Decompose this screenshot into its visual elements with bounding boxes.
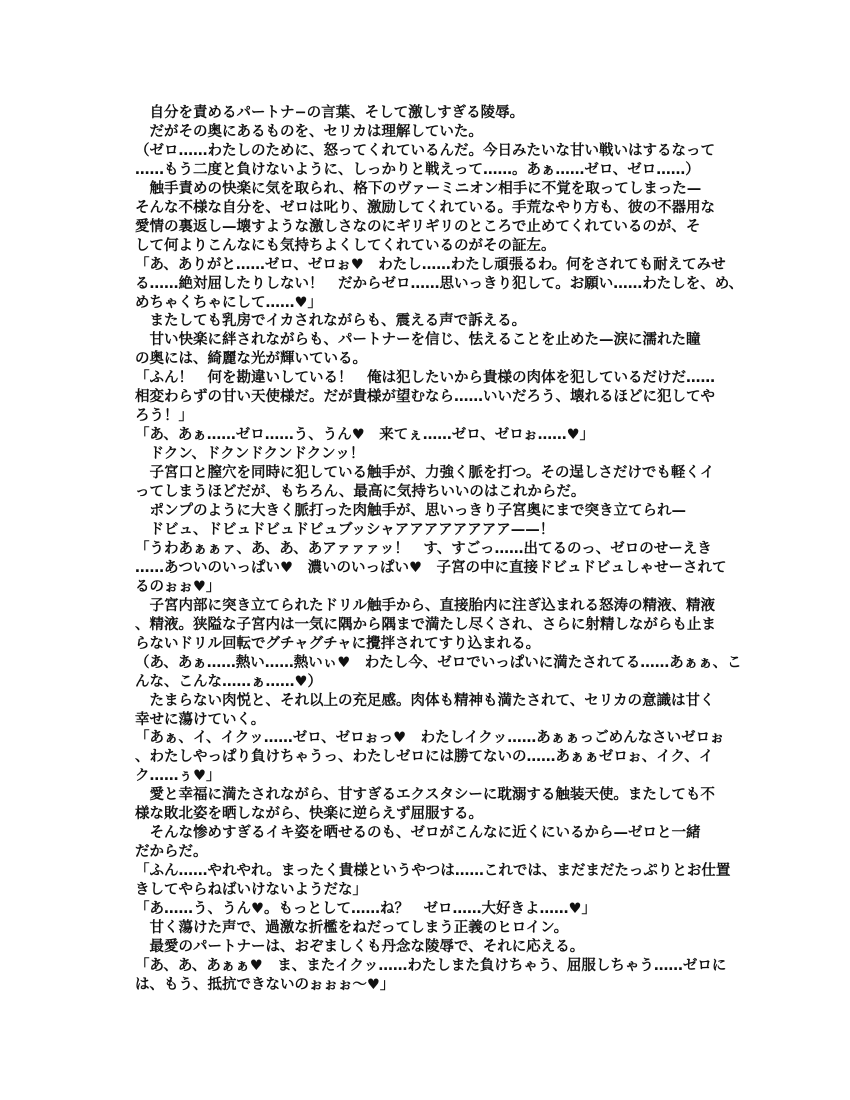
- text-line: 幸せに蕩けていく。: [135, 711, 266, 728]
- text-line: るのぉぉ♥」: [135, 578, 221, 595]
- text-line: 、精液。狭隘な子宮内は一気に隅から隅まで満たし尽くされ、さらに射精しながらも止ま: [135, 616, 716, 633]
- text-line: （あ、あぁ……熱い……熱いぃ♥ わたし今、ゼロでいっぱいに満たされてる……あぁぁ、こ: [135, 654, 742, 671]
- text-line: 甘く蕩けた声で、過激な折檻をねだってしまう正義のヒロイン。: [135, 919, 569, 936]
- text-line: 愛と幸福に満たされながら、甘すぎるエクスタシーに耽溺する触装天使。またしても不: [135, 787, 715, 804]
- text-line: ク……ぅ♥」: [135, 768, 221, 785]
- text-line: 「ふん……やれやれ。まったく貴様というやつは……これでは、まだまだたっぷりとお仕置: [135, 863, 731, 880]
- text-line: だからだ。: [135, 844, 208, 861]
- text-line: 子宮内部に突き立てられたドリル触手から、直接胎内に注ぎ込まれる怒涛の精液、精液: [135, 597, 715, 614]
- text-line: の奥には、綺麗な光が輝いている。: [135, 351, 367, 368]
- text-line: 自分を責めるパートナ−の言葉、そして激しすぎる陵辱。: [135, 105, 525, 121]
- text-line: 最愛のパートナーは、おぞましくも丹念な陵辱で、それに応える。: [135, 938, 585, 955]
- text-line: る……絶対屈したりしない！ だからゼロ……思いっきり犯して。お願い……わたしを、め、: [135, 275, 744, 292]
- text-line: 「あ、あぁ……ゼロ……う、うん♥ 来てぇ……ゼロ、ゼロぉ……♥」: [135, 427, 595, 444]
- text-line: ……もう二度と負けないように、しっかりと戦えって……。あぁ……ゼロ、ゼロ……）: [135, 161, 700, 178]
- text-line: して何よりこんなにも気持ちよくしてくれているのがその証左。: [135, 237, 556, 254]
- text-line: は、もう、抵抗できないのぉぉぉ〜♥」: [135, 976, 395, 993]
- text-line: らないドリル回転でグチャグチャに攪拌されてすり込まれる。: [135, 635, 541, 652]
- text-line: だがその奥にあるものを、セリカは理解していた。: [135, 123, 483, 140]
- text-line: ポンプのように大きく脈打った肉触手が、思いっきり子宮奥にまで突き立てられ—: [135, 503, 686, 520]
- text-line: そんな惨めすぎるイキ姿を晒せるのも、ゼロがこんなに近くにいるから—ゼロと一緒: [135, 825, 701, 842]
- text-line: 「あぁ、イ、イクッ……ゼロ、ゼロぉっ♥ わたしイクッ……あぁぁっごめんなさいゼロぉ: [135, 730, 725, 747]
- text-line: めちゃくちゃにして……♥」: [135, 294, 322, 311]
- text-line: 子宮口と膣穴を同時に犯している触手が、力強く脈を打つ。その逞しさだけでも軽くイ: [135, 465, 715, 482]
- text-line: ってしまうほどだが、もちろん、最高に気持ちいいのはこれからだ。: [135, 484, 586, 501]
- text-line: ろう！」: [135, 408, 193, 425]
- text-line: ドビュ、ドビュドビュドビュブッシャアアアアアアアア——！: [135, 521, 555, 538]
- text-line: 甘い快楽に絆されながらも、パートナーを信じ、怯えることを止めた—涙に濡れた瞳: [135, 332, 701, 349]
- text-line: たまらない肉悦と、それ以上の充足感。肉体も精神も満たされて、セリカの意識は甘く: [135, 692, 715, 709]
- text-line: またしても乳房でイカされながらも、震える声で訴える。: [135, 313, 527, 330]
- text-line: 触手責めの快楽に気を取られ、格下のヴァーミニオン相手に不覚を取ってしまった—: [135, 180, 702, 197]
- text-line: 様な敗北姿を晒しながら、快楽に逆らえず屈服する。: [135, 806, 483, 823]
- text-line: きしてやらねばいけないようだな」: [135, 882, 367, 899]
- text-line: 「あ……う、うん♥。もっとして……ね？ ゼロ……大好きよ……♥」: [135, 901, 596, 918]
- text-line: 「あ、あ、あぁぁ♥ ま、またイクッ……わたしまた負けちゃう、屈服しちゃう……ゼロに: [135, 957, 727, 974]
- text-line: んな、こんな……ぁ……♥）: [135, 673, 322, 690]
- text-line: そんな不様な自分を、ゼロは叱り、激励してくれている。手荒なやり方も、彼の不器用な: [135, 199, 715, 216]
- text-line: ……あついのいっぱい♥ 濃いのいっぱい♥ 子宮の中に直接ドビュドビュしゃせーされて: [135, 559, 727, 576]
- text-line: 「ふん！ 何を勘違いしている！ 俺は犯したいから貴様の肉体を犯しているだけだ……: [135, 370, 715, 387]
- text-line: 、わたしやっぱり負けちゃうっ、わたしゼロには勝てないの……あぁぁゼロぉ、イク、イ: [135, 749, 714, 766]
- text-line: ドクン、ドクンドクンドクンッ！: [135, 446, 365, 463]
- text-line: （ゼロ……わたしのために、怒ってくれているんだ。今日みたいな甘い戦いはするなって: [135, 142, 715, 159]
- document-page: [135, 104, 744, 995]
- text-line: 「あ、ありがと……ゼロ、ゼロぉ♥ わたし……わたし頑張るわ。何をされても耐えてみせ: [135, 256, 726, 273]
- text-line: 愛情の裏返し—壊すような激しさなのにギリギリのところで止めてくれているのが、そ: [135, 218, 701, 235]
- text-line: 「うわあぁぁァ、あ、あ、あアァァァッ！ す、すごっ……出てるのっ、ゼロのせーえき: [135, 540, 712, 557]
- text-line: 相変わらずの甘い天使様だ。だが貴様が望むなら……いいだろう、壊れるほどに犯してや: [135, 389, 715, 406]
